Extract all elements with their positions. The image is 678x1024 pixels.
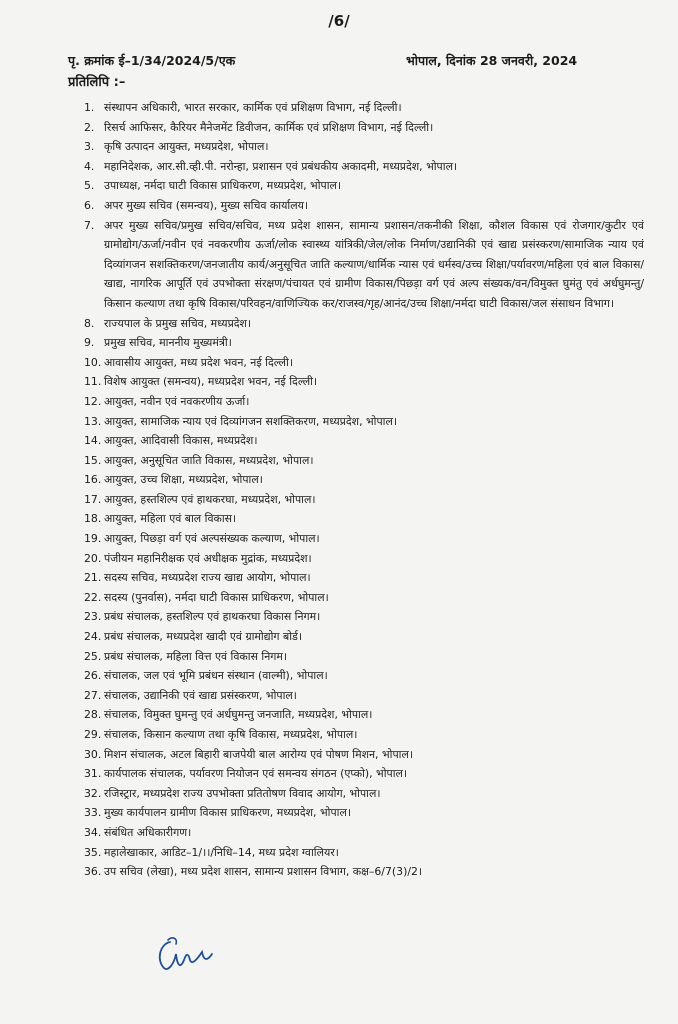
recipient-number: 5. [84,179,95,193]
recipient-text: संचालक, उद्यानिकी एवं खाद्य प्रसंस्करण, भोपाल। [104,688,297,702]
recipient-text: संचालक, जल एवं भूमि प्रबंधन संस्थान (वाल्मी), भोपाल। [104,669,328,683]
recipient-text: आयुक्त, उच्च शिक्षा, मध्यप्रदेश, भोपाल। [104,473,263,487]
recipient-number: 14. [84,434,102,448]
recipient-text: संस्थापन अधिकारी, भारत सरकार, कार्मिक एवं प्रशिक्षण विभाग, नई दिल्ली। [104,101,402,114]
recipient-number: 4. [84,159,95,173]
recipient-number: 18. [84,512,102,526]
recipient-item [84,196,644,216]
recipient-number: 2. [84,120,95,134]
recipient-item [84,588,644,608]
recipient-item [84,725,644,745]
recipient-number: 28. [84,708,102,722]
recipient-item [84,843,644,863]
recipient-number: 27. [84,688,102,702]
recipient-text: सदस्य (पुनर्वास), नर्मदा घाटी विकास प्राधिकरण, भोपाल। [104,590,329,604]
recipient-number: 8. [84,316,95,330]
recipient-text: उपाध्यक्ष, नर्मदा घाटी विकास प्राधिकरण, मध्यप्रदेश, भोपाल। [104,179,342,193]
recipient-item [84,627,644,647]
recipient-item [84,333,644,353]
recipient-list [84,98,644,882]
recipient-item [84,157,644,177]
recipient-item [84,666,644,686]
recipient-item [84,353,644,373]
recipient-text: आयुक्त, हस्तशिल्प एवं हाथकरघा, मध्यप्रदेश, भोपाल। [104,492,316,506]
recipient-number: 36. [84,865,102,879]
recipient-item [84,137,644,157]
recipient-text: आयुक्त, अनुसूचित जाति विकास, मध्यप्रदेश, भोपाल। [104,453,314,467]
recipient-text: कार्यपालक संचालक, पर्यावरण नियोजन एवं समन्वय संगठन (एप्को), भोपाल। [104,767,408,781]
recipient-item [84,490,644,510]
recipient-item [84,529,644,549]
recipient-number: 6. [84,198,95,212]
recipient-text: अपर मुख्य सचिव (समन्वय), मुख्य सचिव कार्यालय। [104,198,309,212]
recipient-number: 26. [84,669,102,683]
recipient-text: आयुक्त, महिला एवं बाल विकास। [104,512,237,526]
signature [150,930,220,980]
recipient-text: महालेखाकार, आडिट–1/।।/निधि–14, मध्य प्रदेश ग्वालियर। [104,845,339,859]
recipient-item [84,823,644,843]
recipient-item [84,118,644,138]
recipient-number: 34. [84,825,102,839]
recipient-number: 21. [84,571,102,585]
recipient-item [84,431,644,451]
recipient-number: 22. [84,590,102,604]
recipient-item [84,412,644,432]
recipient-text: संचालक, किसान कल्याण तथा कृषि विकास, मध्यप्रदेश, भोपाल। [104,728,358,741]
recipient-item [84,764,644,784]
recipient-number: 20. [84,551,102,565]
reference-number: पृ. क्रमांक ई–1/34/2024/5/एक [68,53,236,68]
recipient-item [84,862,644,882]
recipient-item [84,176,644,196]
recipient-number: 3. [84,140,95,154]
recipient-number: 1. [84,101,95,114]
recipient-number: 15. [84,453,102,467]
recipient-item [84,803,644,823]
recipient-number: 35. [84,845,102,859]
recipient-number: 31. [84,767,102,781]
recipient-item [84,216,644,314]
recipient-text: आयुक्त, सामाजिक न्याय एवं दिव्यांगजन सशक्तिकरण, मध्यप्रदेश, भोपाल। [104,414,397,428]
recipient-number: 33. [84,806,102,820]
recipient-number: 10. [84,355,102,369]
recipient-number: 12. [84,394,102,408]
recipient-number: 17. [84,492,102,506]
recipient-text: उप सचिव (लेखा), मध्य प्रदेश शासन, सामान्य प्रशासन विभाग, कक्ष–6/7(3)/2। [104,865,423,879]
recipient-text: प्रबंध संचालक, मध्यप्रदेश खादी एवं ग्रामोद्योग बोर्ड। [104,630,303,644]
recipient-text: संबंधित अधिकारीगण। [104,825,192,839]
recipient-text: राज्यपाल के प्रमुख सचिव, मध्यप्रदेश। [104,316,252,330]
recipient-item [84,451,644,471]
page-number: /6/ [328,12,350,30]
recipient-item [84,549,644,569]
recipient-item [84,509,644,529]
recipient-number: 19. [84,532,102,546]
recipient-item [84,372,644,392]
copy-heading: प्रतिलिपि :– [68,75,126,90]
recipient-text: प्रमुख सचिव, माननीय मुख्यमंत्री। [104,336,232,350]
recipient-item [84,607,644,627]
recipient-item [84,314,644,334]
recipient-item [84,568,644,588]
recipient-text: आयुक्त, नवीन एवं नवकरणीय ऊर्जा। [104,394,250,408]
recipient-item [84,784,644,804]
recipient-item [84,745,644,765]
recipient-item [84,98,644,118]
recipient-text: आयुक्त, आदिवासी विकास, मध्यप्रदेश। [104,434,258,448]
recipient-text: सदस्य सचिव, मध्यप्रदेश राज्य खाद्य आयोग, भोपाल। [104,571,311,585]
recipient-text: अपर मुख्य सचिव/प्रमुख सचिव/सचिव, मध्य प्रदेश शासन, सामान्य प्रशासन/तकनीकी शिक्षा, कौशल विकास एवं रोजगार/कुटीर एवं ग्रामोद्योग/ऊर्जा/नवीन एवं नवकरणीय ऊर्जा/लोक स्वास्थ्य यांत्रिकी/जेल/लोक निर्माण/उद्यानिकी एवं खाद्य प्रसंस्करण/सामाजिक न्याय एवं दिव्यांगजन सशक्तिकरण/जनजातीय कार्य/अनुसूचित जाति कल्याण/धार्मिक न्यास एवं धर्मस्व/उच्च शिक्षा/पर्यावरण/महिला एवं बाल विकास/खाद्य, नागरिक आपूर्ति एवं उपभोक्ता संरक्षण/पंचायत एवं ग्रामीण विकास/पिछड़ा वर्ग एवं अल्प संख्यक/वन/विमुक्त घुमंतु एवं अर्धघुमन्तु/किसान कल्याण तथा कृषि विकास/परिवहन/वाणिज्यिक कर/राजस्व/गृह/आनंद/उच्च शिक्षा/नर्मदा घाटी विकास/जल संसाधन विभाग। [104,218,644,310]
recipient-text: कृषि उत्पादन आयुक्त, मध्यप्रदेश, भोपाल। [104,140,269,154]
recipient-number: 13. [84,414,102,428]
place-date: भोपाल, दिनांक 28 जनवरी, 2024 [406,53,578,68]
recipient-number: 7. [84,218,95,232]
recipient-item [84,392,644,412]
recipient-number: 30. [84,747,102,761]
recipient-number: 11. [84,375,102,389]
recipient-number: 29. [84,728,102,741]
recipient-text: मुख्य कार्यपालन ग्रामीण विकास प्राधिकरण, मध्यप्रदेश, भोपाल। [104,806,351,820]
recipient-number: 32. [84,786,102,800]
recipient-number: 16. [84,473,102,487]
recipient-text: आवासीय आयुक्त, मध्य प्रदेश भवन, नई दिल्ली। [104,355,293,369]
recipient-text: विशेष आयुक्त (समन्वय), मध्यप्रदेश भवन, नई दिल्ली। [104,375,318,389]
recipient-text: प्रबंध संचालक, महिला वित्त एवं विकास निगम। [104,649,288,663]
recipient-number: 23. [84,610,102,624]
recipient-text: आयुक्त, पिछड़ा वर्ग एवं अल्पसंख्यक कल्याण, भोपाल। [104,532,320,546]
recipient-text: प्रबंध संचालक, हस्तशिल्प एवं हाथकरघा विकास निगम। [104,610,321,624]
recipient-text: महानिदेशक, आर.सी.व्ही.पी. नरोन्हा, प्रशासन एवं प्रबंधकीय अकादमी, मध्यप्रदेश, भोपाल। [104,159,458,173]
recipient-number: 24. [84,630,102,644]
recipient-text: रजिस्ट्रार, मध्यप्रदेश राज्य उपभोक्ता प्रतितोषण विवाद आयोग, भोपाल। [104,786,381,800]
recipient-text: संचालक, विमुक्त घुमन्तु एवं अर्धघुमन्तु जनजाति, मध्यप्रदेश, भोपाल। [104,708,373,722]
recipient-number: 25. [84,649,102,663]
recipient-item [84,470,644,490]
recipient-text: पंजीयन महानिरीक्षक एवं अधीक्षक मुद्रांक, मध्यप्रदेश। [104,551,312,565]
recipient-item [84,647,644,667]
recipient-item [84,705,644,725]
recipient-text: मिशन संचालक, अटल बिहारी बाजपेयी बाल आरोग्य एवं पोषण मिशन, भोपाल। [104,747,413,761]
recipient-item [84,686,644,706]
recipient-number: 9. [84,336,95,350]
recipient-text: रिसर्च आफिसर, कैरियर मैनेजमेंट डिवीजन, कार्मिक एवं प्रशिक्षण विभाग, नई दिल्ली। [104,120,434,134]
